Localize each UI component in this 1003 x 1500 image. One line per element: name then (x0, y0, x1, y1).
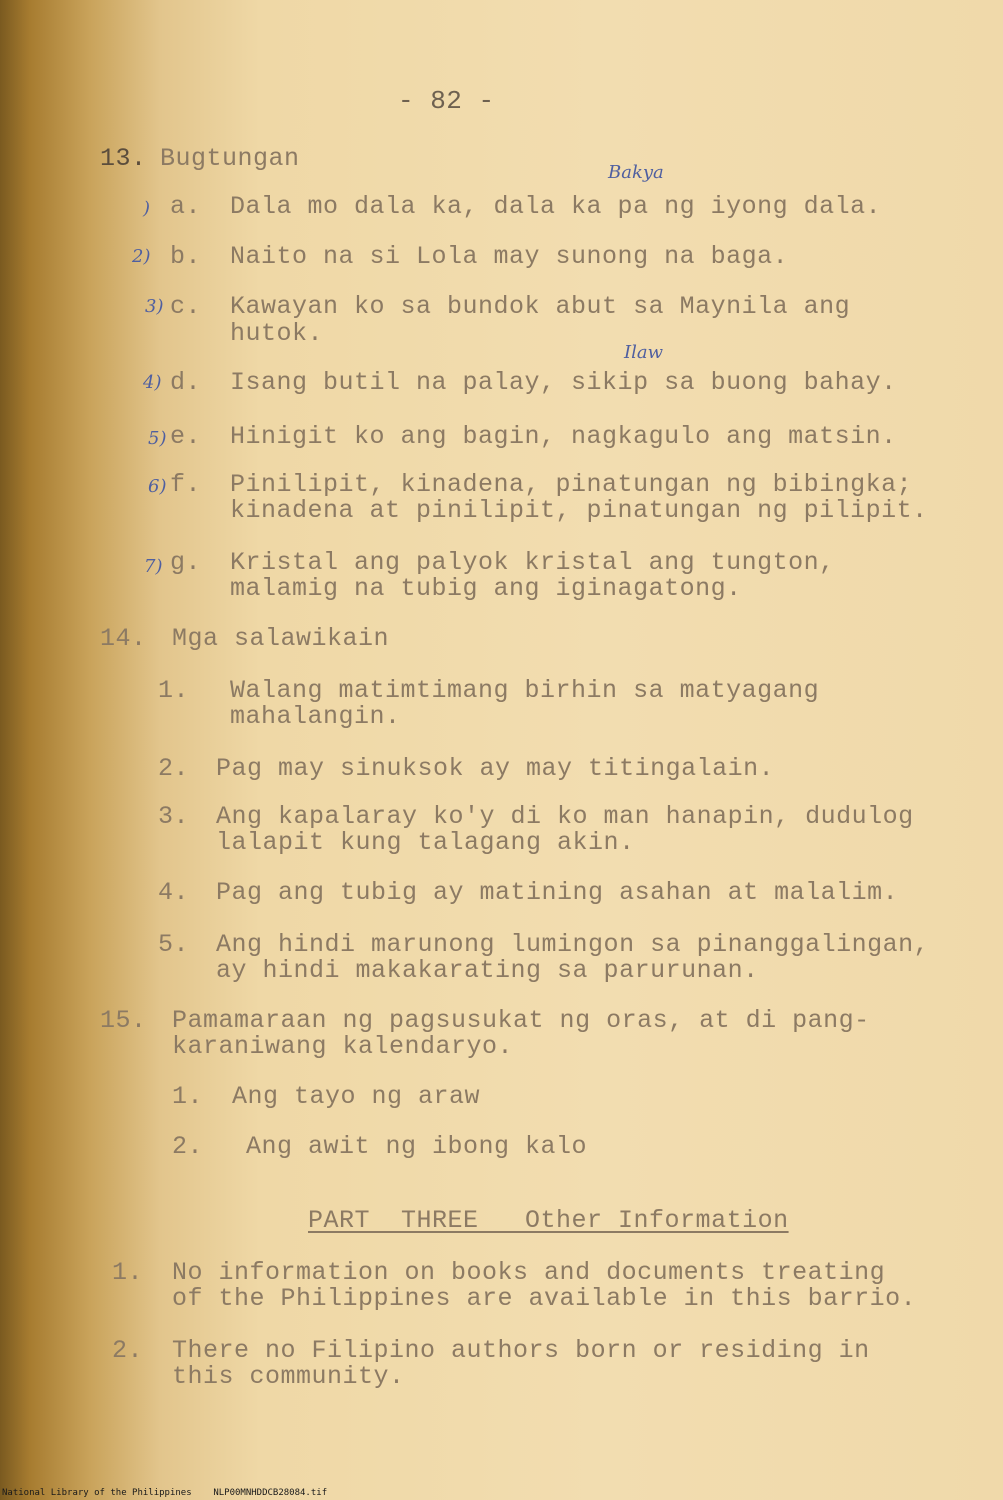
riddle-line: malamig na tubig ang iginagatong. (230, 574, 742, 603)
proverb-number: 2. (158, 754, 190, 783)
item-hand-number: 6) (148, 476, 167, 497)
riddle-line: Dala mo dala ka, dala ka pa ng iyong dala. (230, 192, 882, 221)
section-15-title-line: karaniwang kalendaryo. (172, 1032, 514, 1061)
method-line: Ang tayo ng araw (232, 1082, 481, 1111)
riddle-line: hutok. (230, 319, 324, 348)
riddle-letter: b. (170, 242, 202, 271)
proverb-line: lalapit kung talagang akin. (216, 828, 635, 857)
proverb-line: mahalangin. (230, 702, 401, 731)
proverb-line: Pag ang tubig ay matining asahan at malalim. (216, 878, 899, 907)
handwritten-note-bakya: Bakya (608, 162, 664, 183)
method-number: 2. (172, 1132, 204, 1161)
riddle-letter: e. (170, 422, 202, 451)
riddle-letter: c. (170, 292, 202, 321)
handwritten-note-ilaw: Ilaw (624, 342, 664, 363)
riddle-letter: g. (170, 548, 202, 577)
info-line: No information on books and documents treating (172, 1258, 886, 1287)
part-three-heading: PART THREE Other Information (308, 1206, 789, 1235)
method-line: Ang awit ng ibong kalo (246, 1132, 588, 1161)
proverb-number: 3. (158, 802, 190, 831)
proverb-line: Ang hindi marunong lumingon sa pinanggalingan, (216, 930, 930, 959)
item-hand-number: 5) (148, 428, 167, 449)
section-15-title-line: Pamamaraan ng pagsusukat ng oras, at di pang- (172, 1006, 870, 1035)
section-14-title: Mga salawikain (172, 624, 390, 653)
item-hand-number: 7) (144, 556, 163, 577)
info-line: There no Filipino authors born or residing in (172, 1336, 870, 1365)
item-hand-number: ) (143, 198, 151, 219)
riddle-line: Kawayan ko sa bundok abut sa Maynila ang (230, 292, 851, 321)
proverb-number: 5. (158, 930, 190, 959)
info-line: of the Philippines are available in this barrio. (172, 1284, 917, 1313)
riddle-line: Hinigit ko ang bagin, nagkagulo ang matsin. (230, 422, 897, 451)
proverb-line: Pag may sinuksok ay may titingalain. (216, 754, 775, 783)
section-14-number: 14. (100, 624, 147, 653)
method-number: 1. (172, 1082, 204, 1111)
section-13-title: Bugtungan (160, 144, 300, 173)
riddle-letter: d. (170, 368, 202, 397)
proverb-number: 4. (158, 878, 190, 907)
scan-footer: National Library of the Philippines NLP00MNHDDCB28084.tif (2, 1488, 328, 1498)
item-hand-number: 3) (145, 296, 164, 317)
riddle-letter: a. (170, 192, 202, 221)
riddle-line: Pinilipit, kinadena, pinatungan ng bibingka; (230, 470, 913, 499)
page-number: - 82 - (398, 86, 495, 116)
item-hand-number: 2) (132, 246, 151, 267)
section-15-number: 15. (100, 1006, 147, 1035)
riddle-letter: f. (170, 470, 202, 499)
info-number: 2. (112, 1336, 144, 1365)
proverb-line: Ang kapalaray ko'y di ko man hanapin, dudulog (216, 802, 914, 831)
proverb-line: ay hindi makakarating sa parurunan. (216, 956, 759, 985)
info-number: 1. (112, 1258, 144, 1287)
info-line: this community. (172, 1362, 405, 1391)
proverb-number: 1. (158, 676, 190, 705)
riddle-line: Isang butil na palay, sikip sa buong bahay. (230, 368, 897, 397)
riddle-line: kinadena at pinilipit, pinatungan ng pilipit. (230, 496, 928, 525)
item-hand-number: 4) (143, 372, 162, 393)
section-13-number: 13. (100, 144, 147, 173)
proverb-line: Walang matimtimang birhin sa matyagang (230, 676, 820, 705)
riddle-line: Naito na si Lola may sunong na baga. (230, 242, 789, 271)
riddle-line: Kristal ang palyok kristal ang tungton, (230, 548, 835, 577)
